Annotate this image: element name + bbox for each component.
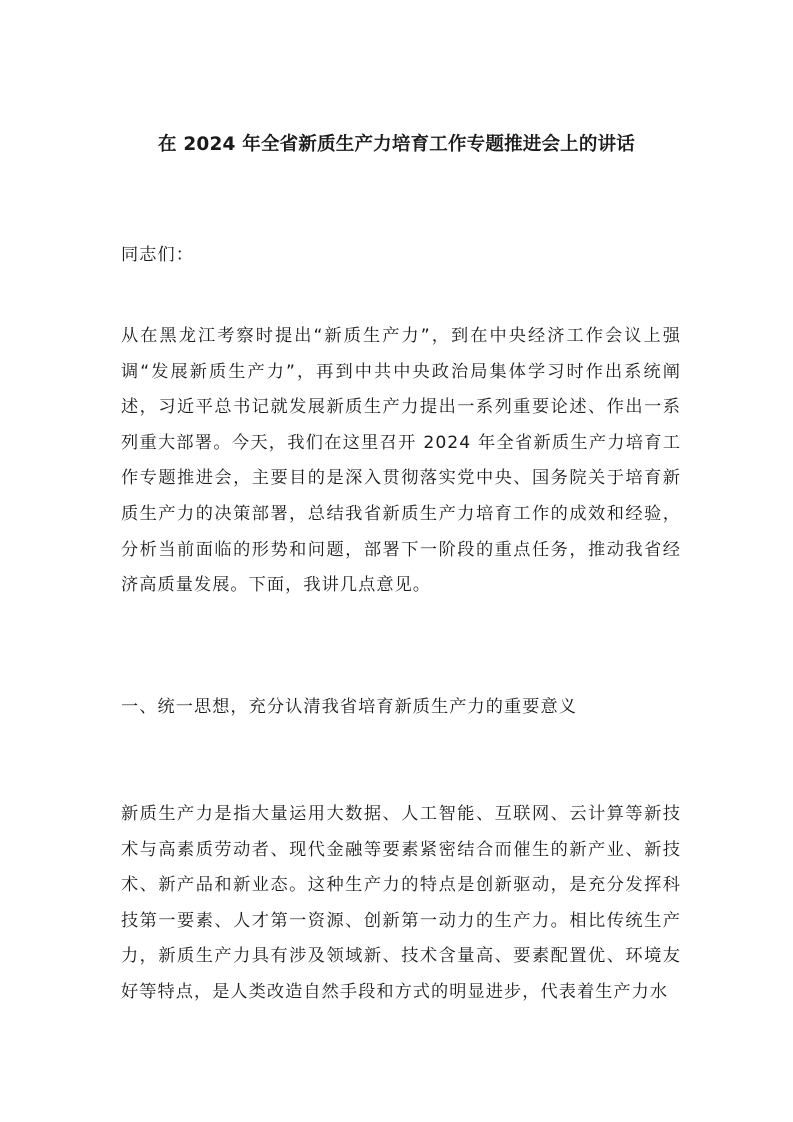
paragraph-intro: 从在黑龙江考察时提出“新质生产力”，到在中央经济工作会议上强调“发展新质生产力”，再到中共中央政治局集体学习时作出系统阐述，习近平总书记就发展新质生产力提出一系列重要论述、作出一系列重大部署。今天，我们在这里召开 2024 年全省新质生产力培育工作专题推进会，主要目的是深入贯彻落实党中央、国务院关于培育新质生产力的决策部署，总结我省新质生产力培育工作的成效和经验，分析当前面临的形势和问题，部署下一阶段的重点任务，推动我省经济高质量发展。下面，我讲几点意见。	[121, 326, 681, 596]
document-title: 在 2024 年全省新质生产力培育工作专题推进会上的讲话	[158, 134, 635, 155]
greeting: 同志们：	[121, 245, 194, 265]
section-heading-1: 一、统一思想，充分认清我省培育新质生产力的重要意义	[121, 697, 577, 717]
paragraph-definition: 新质生产力是指大量运用大数据、人工智能、互联网、云计算等新技术与高素质劳动者、现代金融等要素紧密结合而催生的新产业、新技术、新产品和新业态。这种生产力的特点是创新驱动，是充分发挥科技第一要素、人才第一资源、创新第一动力的生产力。相比传统生产力，新质生产力具有涉及领域新、技术含量高、要素配置优、环境友好等特点，是人类改造自然手段和方式的明显进步，代表着生产力水	[121, 804, 681, 1002]
